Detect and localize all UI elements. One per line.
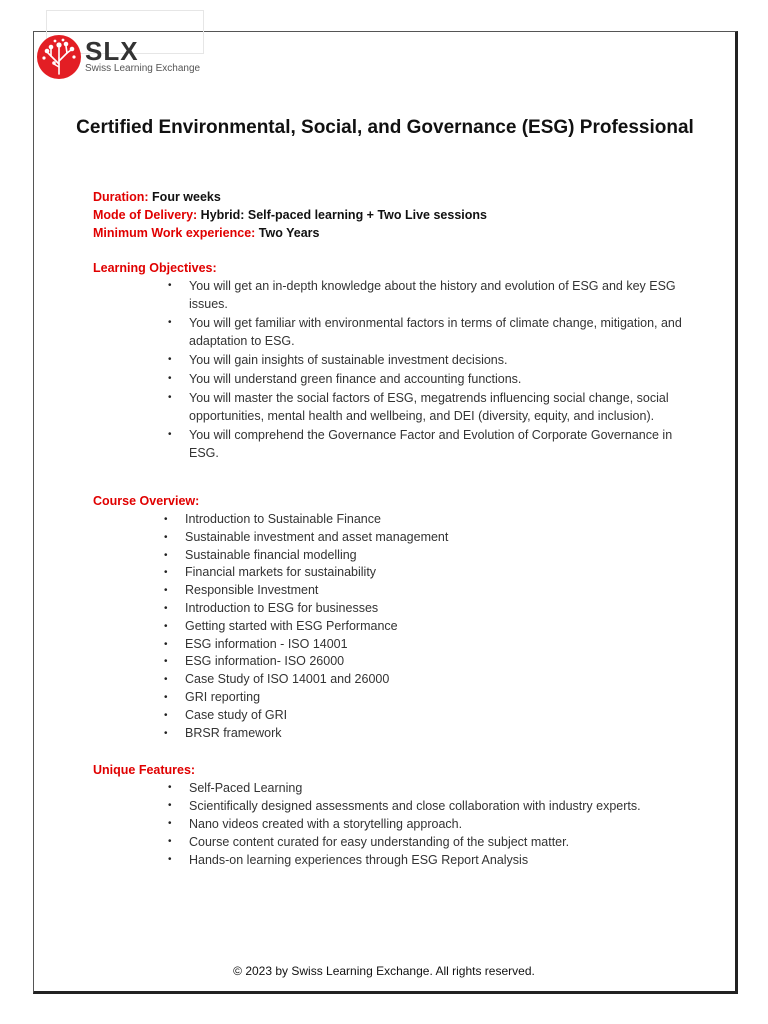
logo-subtitle: Swiss Learning Exchange (85, 63, 201, 74)
experience-row (93, 224, 487, 242)
list-item: • Sustainable financial modelling (185, 547, 685, 565)
delivery-value: Hybrid: Self-paced learning + Two Live sessions (200, 208, 487, 222)
list-item: • Course content curated for easy understanding of the subject matter. (189, 833, 689, 851)
list-item: • Case study of GRI (185, 707, 685, 725)
duration-value: Four weeks (152, 190, 221, 204)
list-item: • GRI reporting (185, 689, 685, 707)
learning-objectives-list (189, 277, 689, 463)
list-item: • Hands-on learning experiences through ESG Report Analysis (189, 851, 689, 869)
list-item: • You will comprehend the Governance Factor and Evolution of Corporate Governance in ESG. (189, 426, 689, 462)
list-item: • Case Study of ISO 14001 and 26000 (185, 671, 685, 689)
list-item: • Self-Paced Learning (189, 779, 689, 797)
list-item: • You will get an in-depth knowledge about the history and evolution of ESG and key ESG issues. (189, 277, 689, 313)
list-item: • Scientifically designed assessments and close collaboration with industry experts. (189, 797, 689, 815)
duration-row (93, 188, 487, 206)
experience-label: Minimum Work experience: (93, 226, 256, 240)
list-item: • Financial markets for sustainability (185, 564, 685, 582)
list-item: • Getting started with ESG Performance (185, 618, 685, 636)
experience-value: Two Years (258, 226, 320, 240)
delivery-label: Mode of Delivery: (93, 208, 198, 222)
list-item: • ESG information- ISO 26000 (185, 653, 685, 671)
list-item: • Introduction to ESG for businesses (185, 600, 685, 618)
learning-objectives-heading: Learning Objectives: (93, 261, 217, 275)
logo-text (85, 36, 201, 75)
list-item: • You will understand green finance and accounting functions. (189, 370, 689, 388)
logo-name: SLX (85, 36, 139, 66)
course-overview-heading: Course Overview: (93, 494, 200, 508)
duration-label: Duration: (93, 190, 149, 204)
copyright-footer: © 2023 by Swiss Learning Exchange. All rights reserved. (233, 964, 535, 978)
delivery-row (93, 206, 487, 224)
unique-features-heading: Unique Features: (93, 763, 196, 777)
list-item: • Nano videos created with a storytelling approach. (189, 815, 689, 833)
list-item: • You will gain insights of sustainable investment decisions. (189, 351, 689, 369)
list-item: • Introduction to Sustainable Finance (185, 511, 685, 529)
list-item: • You will get familiar with environmental factors in terms of climate change, mitigation, and adaptation to ESG. (189, 314, 689, 350)
list-item: • Responsible Investment (185, 582, 685, 600)
unique-features-list (189, 779, 689, 869)
list-item: • BRSR framework (185, 725, 685, 743)
tree-logo-icon (36, 34, 82, 80)
course-meta (93, 188, 487, 242)
slx-logo (36, 34, 200, 80)
list-item: • ESG information - ISO 14001 (185, 636, 685, 654)
list-item: • Sustainable investment and asset management (185, 529, 685, 547)
course-overview-list (185, 511, 685, 742)
document-title: Certified Environmental, Social, and Governance (ESG) Professional (76, 117, 694, 138)
list-item: • You will master the social factors of ESG, megatrends influencing social change, social opportunities, mental health and wellbeing, and DEI (diversity, equity, and inclusion). (189, 389, 689, 425)
